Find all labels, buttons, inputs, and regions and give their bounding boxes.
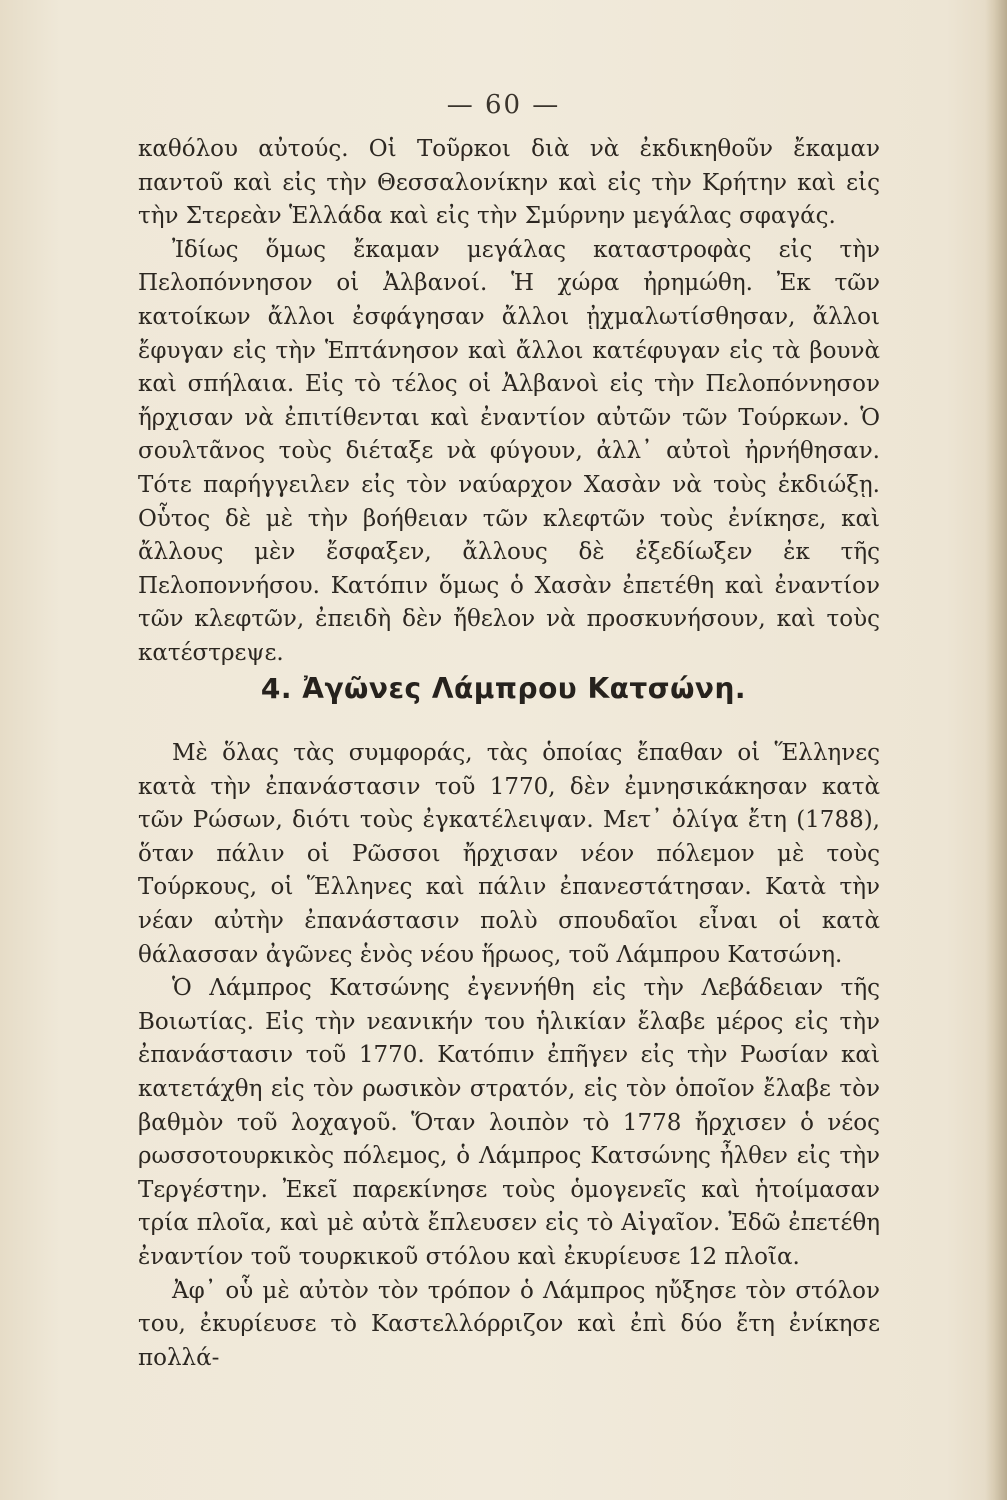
paragraph: καθόλου αὐτούς. Οἱ Τοῦρκοι διὰ νὰ ἐκδικηθοῦν ἔκαμαν παντοῦ καὶ εἰς τὴν Θεσσαλονίκην καὶ εἰς τὴν Κρήτην καὶ εἰς τὴν Στερεὰν Ἑλλάδα καὶ εἰς τὴν Σμύρνην μεγάλας σφαγάς. (138, 136, 880, 230)
paragraph: Ἀφ᾽ οὗ μὲ αὐτὸν τὸν τρόπον ὁ Λάμπρος ηὔξησε τὸν στόλον του, ἐκυρίευσε τὸ Καστελλόρριζον καὶ ἐπὶ δύο ἔτη ἐνίκησε πολλά- (138, 1277, 880, 1371)
text-block-section (138, 737, 880, 1375)
page-edge-shadow (985, 0, 1007, 1500)
paragraph: Μὲ ὅλας τὰς συμφοράς, τὰς ὁποίας ἔπαθαν οἱ Ἕλληνες κατὰ τὴν ἐπανάστασιν τοῦ 1770, δὲν ἐμνησικάκησαν κατὰ τῶν Ρώσων, διότι τοὺς ἐγκατέλειψαν. Μετ᾽ ὀλίγα ἔτη (1788), ὅταν πάλιν οἱ Ρῶσσοι ἤρχισαν νέον πόλεμον μὲ τοὺς Τούρκους, οἱ Ἕλληνες καὶ πάλιν ἐπανεστάτησαν. Κατὰ τὴν νέαν αὐτὴν ἐπανάστασιν πολὺ σπουδαῖοι εἶναι οἱ κατὰ θάλασσαν ἀγῶνες ἑνὸς νέου ἥρωος, τοῦ Λάμπρου Κατσώνη. (138, 740, 880, 968)
page-number: — 60 — (446, 90, 561, 120)
section-heading: 4. Ἀγῶνες Λάμπρου Κατσώνη. (260, 672, 747, 705)
text-block-top (138, 133, 880, 671)
paragraph: Ἰδίως ὅμως ἔκαμαν μεγάλας καταστροφὰς εἰς τὴν Πελοπόννησον οἱ Ἀλβανοί. Ἡ χώρα ἠρημώθη. Ἐκ τῶν κατοίκων ἄλλοι ἐσφάγησαν ἄλλοι ᾐχμαλωτίσθησαν, ἄλλοι ἔφυγαν εἰς τὴν Ἑπτάνησον καὶ ἄλλοι κατέφυγαν εἰς τὰ βουνὰ καὶ σπήλαια. Εἰς τὸ τέλος οἱ Ἀλβανοὶ εἰς τὴν Πελοπόννησον ἤρχισαν νὰ ἐπιτίθενται καὶ ἐναντίον αὐτῶν τῶν Τούρκων. Ὁ σουλτᾶνος τοὺς διέταξε νὰ φύγουν, ἀλλ᾽ αὐτοὶ ἠρνήθησαν. Τότε παρήγγειλεν εἰς τὸν ναύαρχον Χασὰν νὰ τοὺς ἐκδιώξῃ. Οὗτος δὲ μὲ τὴν βοήθειαν τῶν κλεφτῶν τοὺς ἐνίκησε, καὶ ἄλλους μὲν ἔσφαξεν, ἄλλους δὲ ἐξεδίωξεν ἐκ τῆς Πελοποννήσου. Κατόπιν ὅμως ὁ Χασὰν ἐπετέθη καὶ ἐναντίον τῶν κλεφτῶν, ἐπειδὴ δὲν ἤθελον νὰ προσκυνήσουν, καὶ τοὺς κατέστρεψε. (138, 236, 880, 666)
paragraph: Ὁ Λάμπρος Κατσώνης ἐγεννήθη εἰς τὴν Λεβάδειαν τῆς Βοιωτίας. Εἰς τὴν νεανικήν του ἡλικίαν ἔλαβε μέρος εἰς τὴν ἐπανάστασιν τοῦ 1770. Κατόπιν ἐπῆγεν εἰς τὴν Ρωσίαν καὶ κατετάχθη εἰς τὸν ρωσικὸν στρατόν, εἰς τὸν ὁποῖον ἔλαβε τὸν βαθμὸν τοῦ λοχαγοῦ. Ὅταν λοιπὸν τὸ 1778 ἤρχισεν ὁ νέος ρωσσοτουρκικὸς πόλεμος, ὁ Λάμπρος Κατσώνης ἦλθεν εἰς τὴν Τεργέστην. Ἐκεῖ παρεκίνησε τοὺς ὁμογενεῖς καὶ ἡτοίμασαν τρία πλοῖα, καὶ μὲ αὐτὰ ἔπλευσεν εἰς τὸ Αἰγαῖον. Ἐδῶ ἐπετέθη ἐναντίον τοῦ τουρκικοῦ στόλου καὶ ἐκυρίευσε 12 πλοῖα. (138, 975, 880, 1270)
